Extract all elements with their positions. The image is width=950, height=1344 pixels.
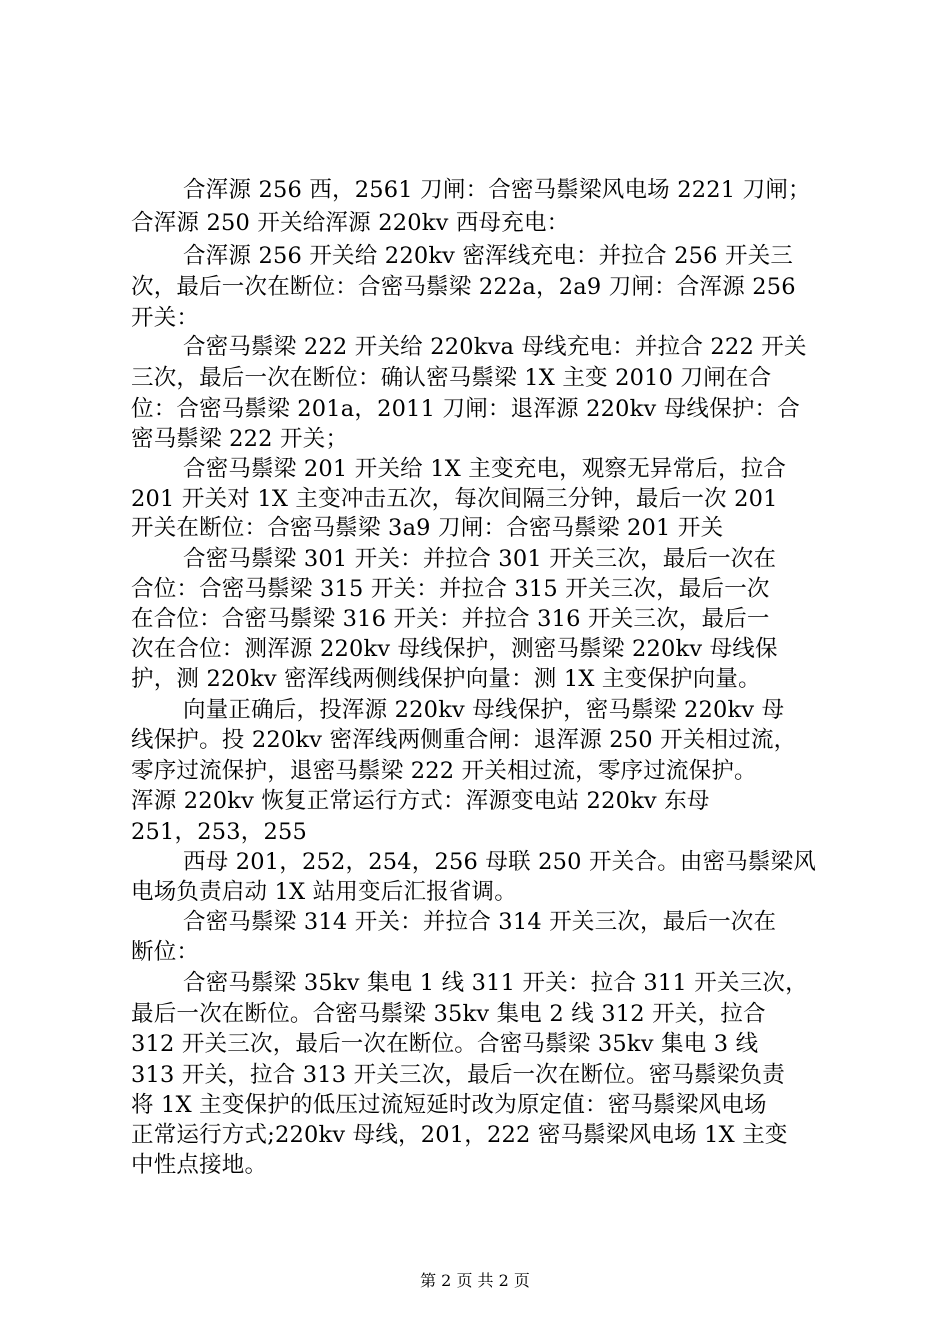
text-line: 合密马鬃梁 301 开关：并拉合 301 开关三次，最后一次在 <box>183 546 777 572</box>
text-line: 201 开关对 1X 主变冲击五次，每次间隔三分钟，最后一次 201 <box>131 486 778 512</box>
text-line: 零序过流保护，退密马鬃梁 222 开关相过流，零序过流保护。 <box>131 758 757 784</box>
text-line: 电场负责启动 1X 站用变后汇报省调。 <box>131 879 517 905</box>
text-line: 线保护。投 220kv 密浑线两侧重合闸：退浑源 250 开关相过流， <box>131 727 797 753</box>
text-line: 合浑源 250 开关给浑源 220kv 西母充电： <box>131 210 570 236</box>
text-line: 向量正确后，投浑源 220kv 母线保护，密马鬃梁 220kv 母 <box>183 697 785 723</box>
text-line: 在合位：合密马鬃梁 316 开关：并拉合 316 开关三次，最后一 <box>131 606 770 632</box>
text-line: 开关： <box>131 305 200 331</box>
text-line: 位：合密马鬃梁 201a，2011 刀闸：退浑源 220kv 母线保护：合 <box>131 396 800 422</box>
text-line: 护，测 220kv 密浑线两侧线保护向量：测 1X 主变保护向量。 <box>131 666 761 692</box>
text-line: 断位： <box>131 939 200 965</box>
text-line: 312 开关三次，最后一次在断位。合密马鬃梁 35kv 集电 3 线 <box>131 1031 759 1057</box>
text-line: 开关在断位：合密马鬃梁 3a9 刀闸：合密马鬃梁 201 开关 <box>131 515 724 541</box>
text-line: 西母 201，252，254，256 母联 250 开关合。由密马鬃梁风 <box>183 849 817 875</box>
text-line: 251，253，255 <box>131 819 308 845</box>
page-footer: 第 2 页 共 2 页 <box>420 1271 530 1290</box>
text-line: 合浑源 256 西，2561 刀闸：合密马鬃梁风电场 2221 刀闸； <box>183 177 811 203</box>
text-line: 合密马鬃梁 314 开关：并拉合 314 开关三次，最后一次在 <box>183 909 777 935</box>
text-line: 次在合位：测浑源 220kv 母线保护，测密马鬃梁 220kv 母线保 <box>131 636 778 662</box>
text-line: 中性点接地。 <box>131 1152 268 1178</box>
text-line: 三次，最后一次在断位：确认密马鬃梁 1X 主变 2010 刀闸在合 <box>131 365 772 391</box>
text-line: 密马鬃梁 222 开关； <box>131 426 349 452</box>
text-line: 合密马鬃梁 201 开关给 1X 主变充电，观察无异常后，拉合 <box>183 456 787 482</box>
text-line: 合位：合密马鬃梁 315 开关：并拉合 315 开关三次，最后一次 <box>131 576 770 602</box>
text-line: 将 1X 主变保护的低压过流短延时改为原定值：密马鬃梁风电场 <box>131 1092 767 1118</box>
text-line: 313 开关，拉合 313 开关三次，最后一次在断位。密马鬃梁负责 <box>131 1062 785 1088</box>
text-line: 正常运行方式;220kv 母线，201，222 密马鬃梁风电场 1X 主变 <box>131 1122 788 1148</box>
text-line: 合密马鬃梁 222 开关给 220kva 母线充电：并拉合 222 开关 <box>183 334 807 360</box>
text-line: 浑源 220kv 恢复正常运行方式：浑源变电站 220kv 东母 <box>131 788 710 814</box>
text-line: 合密马鬃梁 35kv 集电 1 线 311 开关：拉合 311 开关三次， <box>183 970 808 996</box>
text-line: 合浑源 256 开关给 220kv 密浑线充电：并拉合 256 开关三 <box>183 243 794 269</box>
text-line: 最后一次在断位。合密马鬃梁 35kv 集电 2 线 312 开关，拉合 <box>131 1001 766 1027</box>
text-line: 次，最后一次在断位：合密马鬃梁 222a，2a9 刀闸：合浑源 256 <box>131 274 796 300</box>
